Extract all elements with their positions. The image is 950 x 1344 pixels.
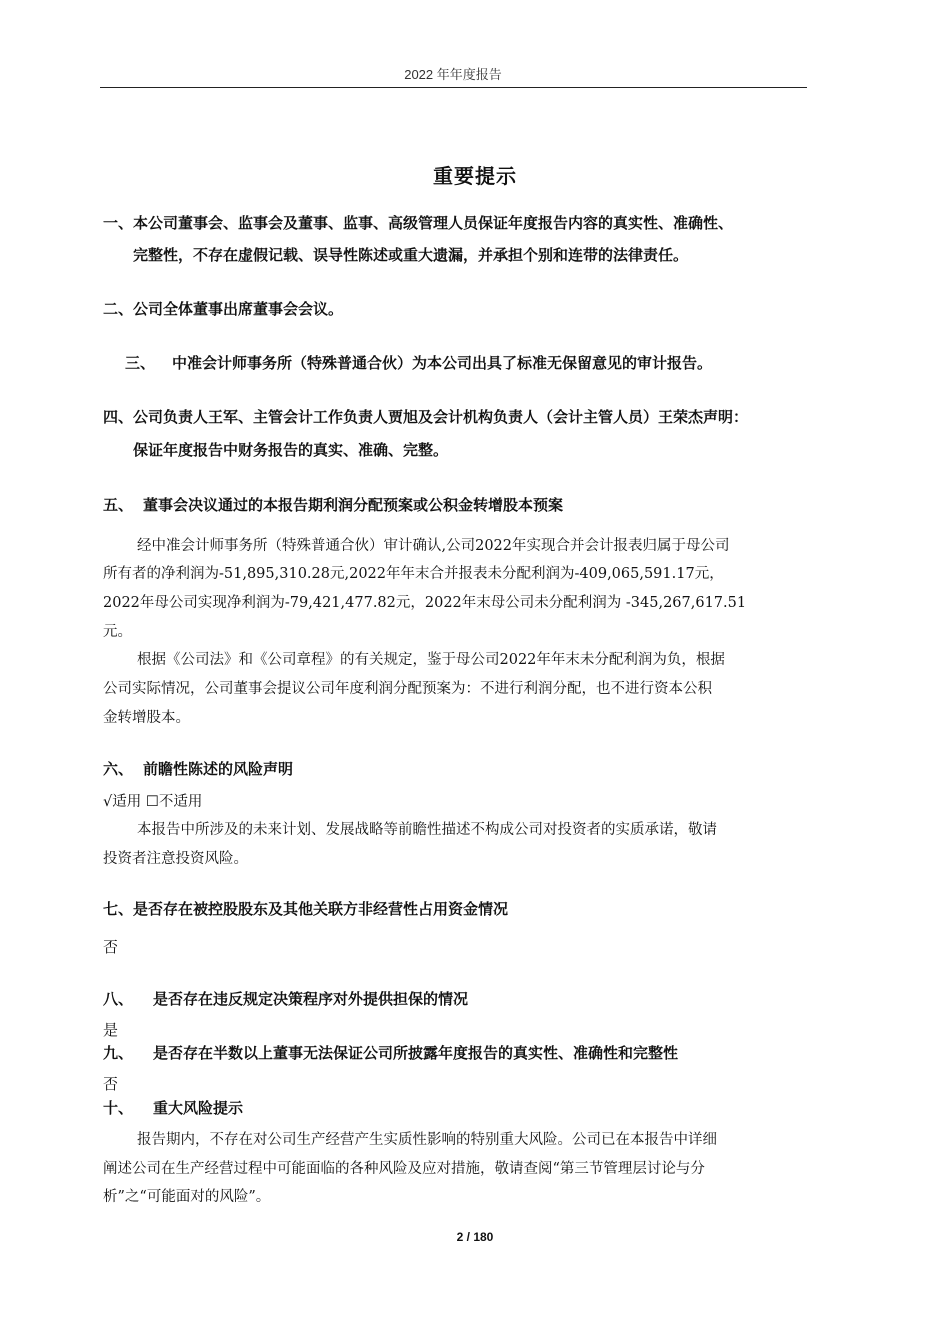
item-7: 七、是否存在被控股股东及其他关联方非经营性占用资金情况 bbox=[103, 900, 509, 918]
major-risk-para-line-1: 报告期内，不存在对公司生产经营产生实质性影响的特别重大风险。公司已在本报告中详细 bbox=[137, 1132, 717, 1148]
risk-para-line-1: 本报告中所涉及的未来计划、发展战略等前瞻性描述不构成公司对投资者的实质承诺，敬请 bbox=[137, 822, 717, 838]
item-7-answer: 否 bbox=[103, 938, 119, 956]
item-8-answer: 是 bbox=[103, 1021, 119, 1039]
item-8-number: 八、 bbox=[103, 990, 134, 1008]
item-4-line-2: 保证年度报告中财务报告的真实、准确、完整。 bbox=[133, 441, 449, 459]
profit-para-1-line-2: 所有者的净利润为-51,895,310.28元,2022年年末合并报表未分配利润为-409,065,591.17元， bbox=[103, 566, 724, 582]
item-10-number: 十、 bbox=[103, 1099, 134, 1117]
item-6-number: 六、 bbox=[103, 760, 134, 778]
item-3-number: 三、 bbox=[125, 354, 156, 372]
major-risk-para-line-2: 阐述公司在生产经营过程中可能面临的各种风险及应对措施，敬请查阅“第三节管理层讨论与分 bbox=[103, 1161, 705, 1177]
header-divider bbox=[100, 87, 807, 88]
item-8-text: 是否存在违反规定决策程序对外提供担保的情况 bbox=[153, 990, 469, 1008]
risk-para-line-2: 投资者注意投资风险。 bbox=[103, 851, 248, 867]
item-5-number: 五、 bbox=[103, 496, 134, 514]
item-9-answer: 否 bbox=[103, 1075, 119, 1093]
item-4-line-1: 四、公司负责人王军、主管会计工作负责人贾旭及会计机构负责人（会计主管人员）王荣杰声明： bbox=[103, 408, 749, 426]
page-header: 2022 年年度报告 bbox=[404, 67, 502, 82]
item-2: 二、公司全体董事出席董事会会议。 bbox=[103, 300, 344, 318]
item-5-heading: 董事会决议通过的本报告期利润分配预案或公积金转增股本预案 bbox=[143, 496, 564, 514]
item-10-heading: 重大风险提示 bbox=[153, 1099, 244, 1117]
profit-para-2-line-3: 金转增股本。 bbox=[103, 710, 190, 726]
item-9-number: 九、 bbox=[103, 1044, 134, 1062]
profit-para-1-line-1: 经中准会计师事务所（特殊普通合伙）审计确认,公司2022年实现合并会计报表归属于母公司 bbox=[137, 538, 730, 554]
item-1-line-2: 完整性，不存在虚假记载、误导性陈述或重大遗漏，并承担个别和连带的法律责任。 bbox=[133, 246, 689, 264]
item-3-text: 中准会计师事务所（特殊普通合伙）为本公司出具了标准无保留意见的审计报告。 bbox=[172, 354, 713, 372]
item-1-line-1: 一、本公司董事会、监事会及董事、监事、高级管理人员保证年度报告内容的真实性、准确性、 bbox=[103, 214, 734, 232]
profit-para-2-line-1: 根据《公司法》和《公司章程》的有关规定，鉴于母公司2022年年末未分配利润为负，根据 bbox=[137, 652, 725, 668]
profit-para-1-line-4: 元。 bbox=[103, 624, 132, 640]
item-9-text: 是否存在半数以上董事无法保证公司所披露年度报告的真实性、准确性和完整性 bbox=[153, 1044, 679, 1062]
profit-para-2-line-2: 公司实际情况，公司董事会提议公司年度利润分配预案为：不进行利润分配，也不进行资本公积 bbox=[103, 681, 712, 697]
applicability-checkbox: √适用 ☐不适用 bbox=[103, 794, 203, 810]
page-number: 2 / 180 bbox=[456, 1230, 494, 1244]
profit-para-1-line-3: 2022年母公司实现净利润为-79,421,477.82元，2022年末母公司未分配利润为 -345,267,617.51 bbox=[103, 595, 747, 611]
item-6-heading: 前瞻性陈述的风险声明 bbox=[143, 760, 294, 778]
page-title: 重要提示 bbox=[433, 164, 517, 188]
major-risk-para-line-3: 析”之“可能面对的风险”。 bbox=[103, 1189, 271, 1205]
